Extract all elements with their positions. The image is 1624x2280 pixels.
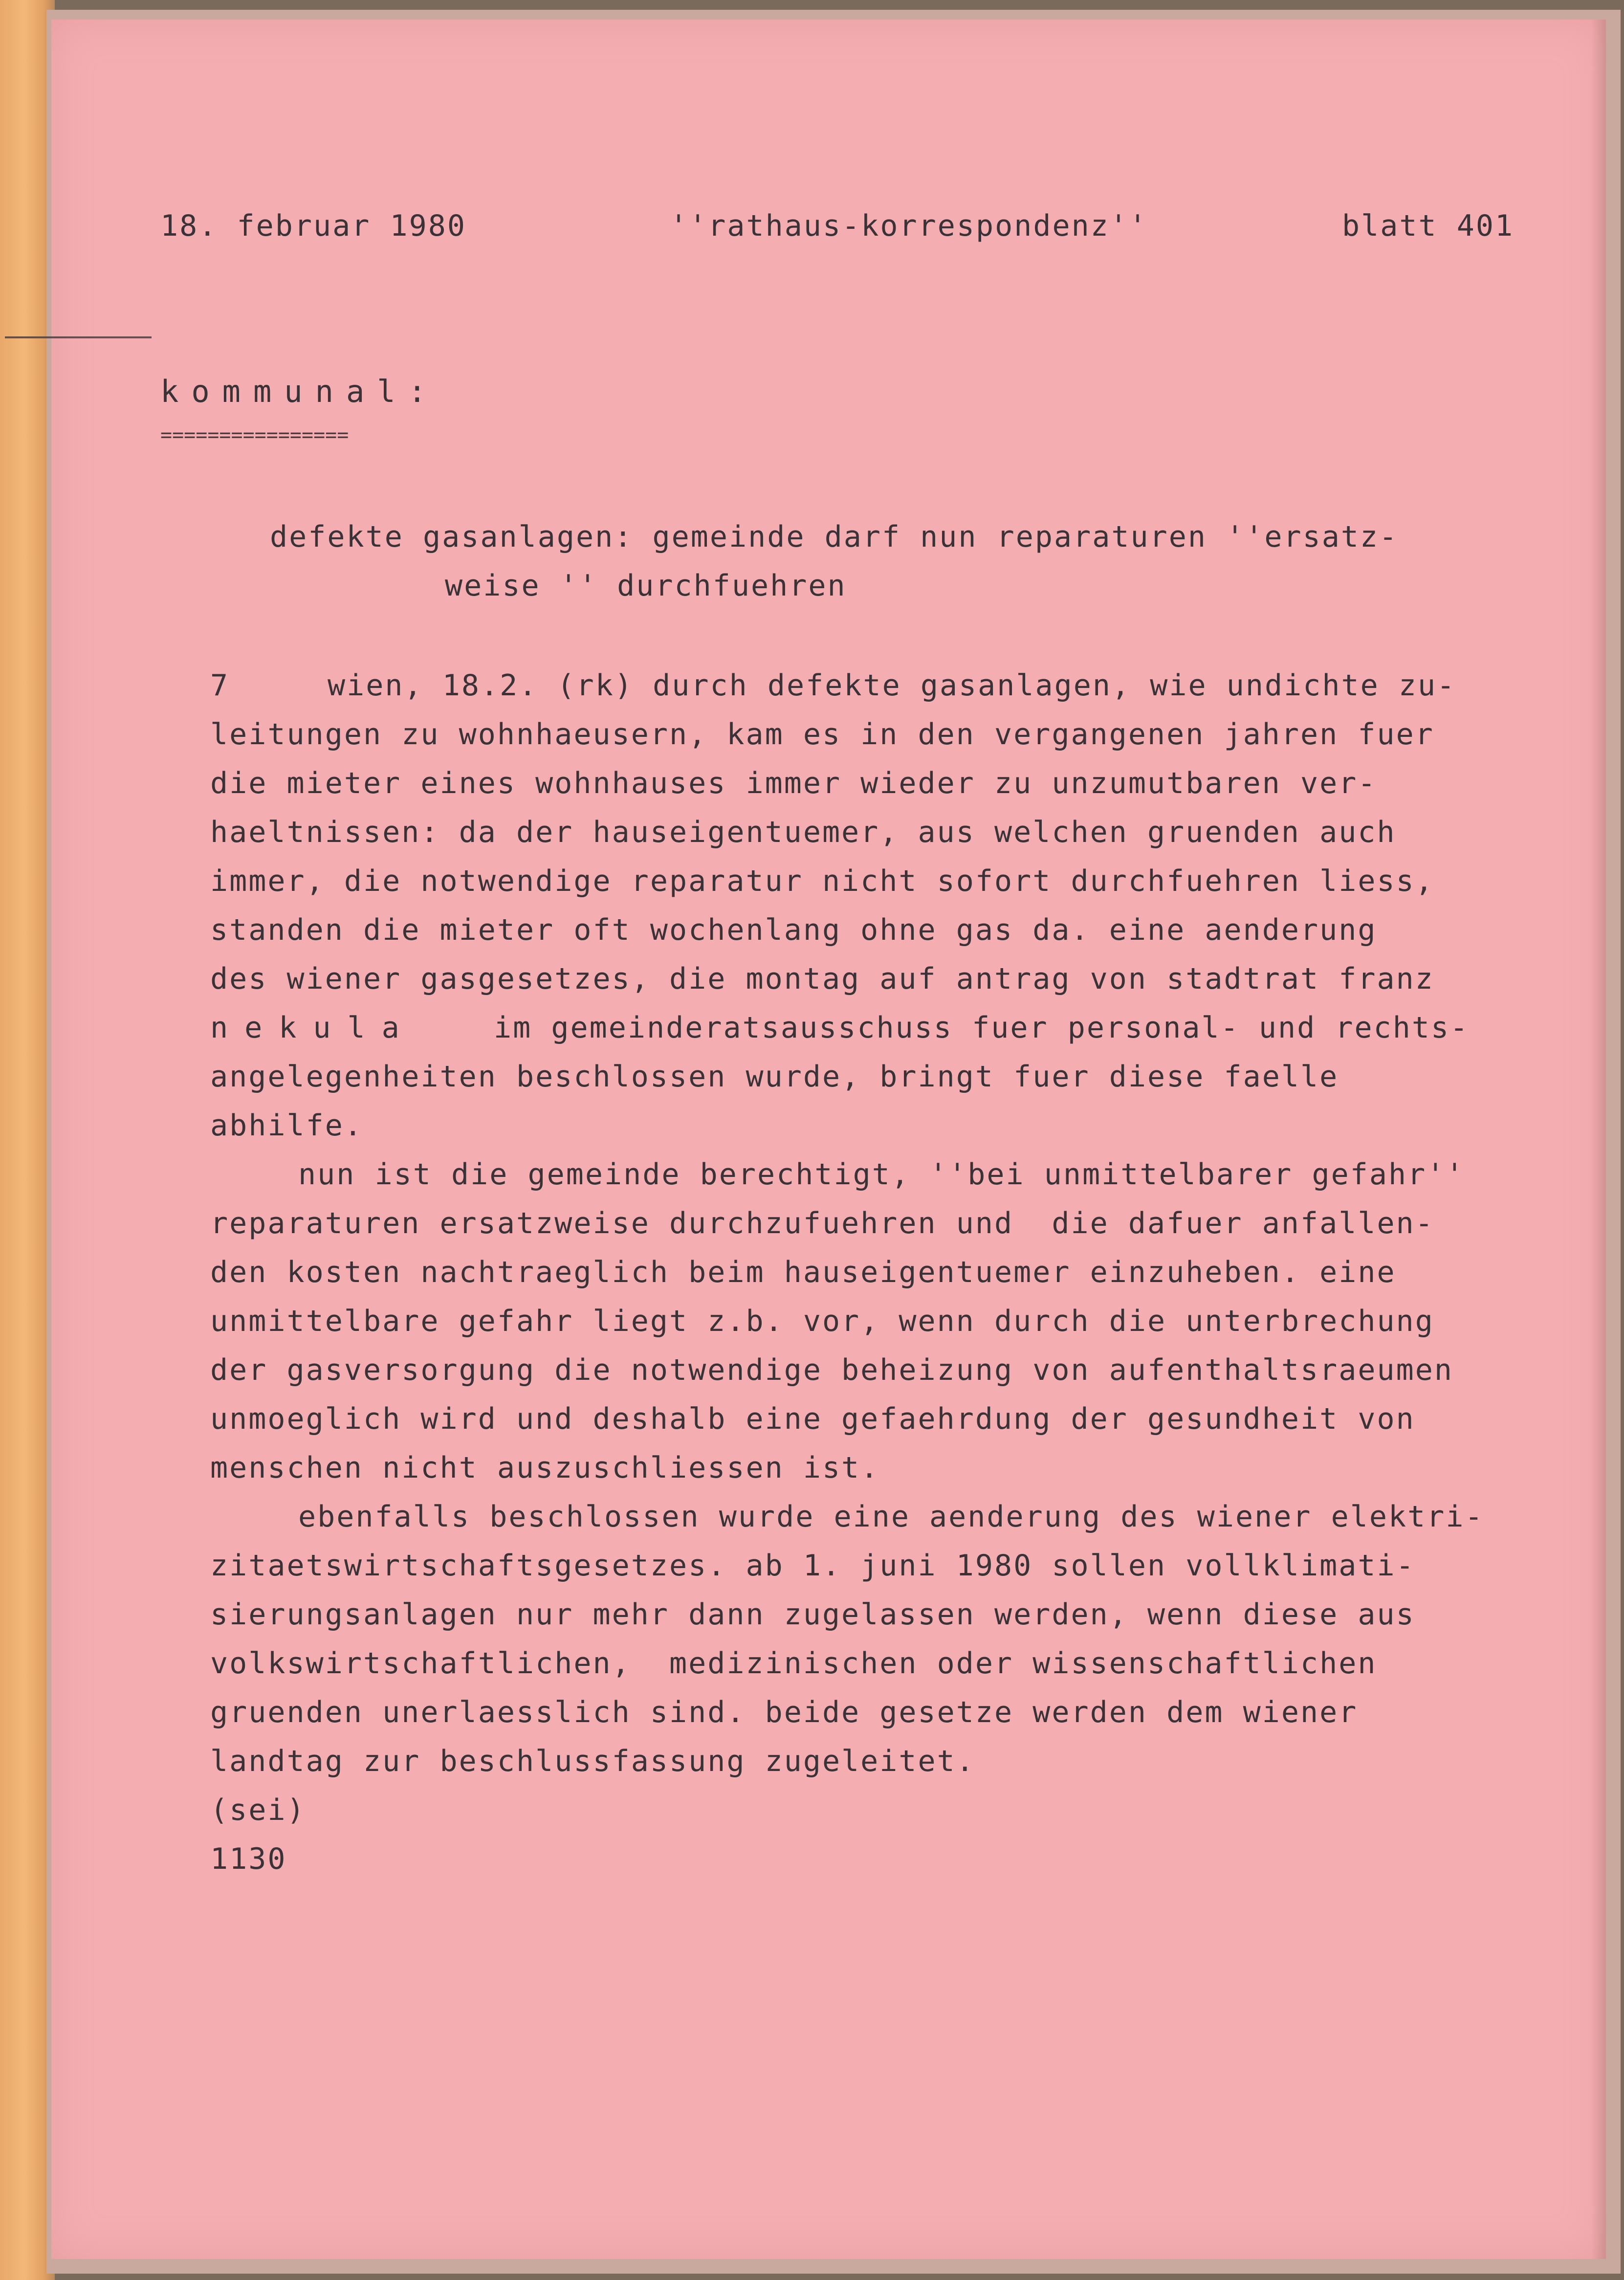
paragraph-2-line: unmoeglich wird und deshalb eine gefaehrdung der gesundheit von — [210, 1402, 1415, 1436]
paragraph-1-line: wien, 18.2. (rk) durch defekte gasanlagen, wie undichte zu- — [328, 668, 1456, 703]
paragraph-1-line: des wiener gasgesetzes, die montag auf antrag von stadtrat franz — [210, 962, 1434, 996]
paragraph-3-line: volkswirtschaftlichen, medizinischen oder wissenschaftlichen — [210, 1646, 1377, 1681]
paragraph-3-line: gruenden unerlaesslich sind. beide gesetze werden dem wiener — [210, 1695, 1358, 1729]
margin-rule — [5, 336, 152, 338]
article-number: 7 — [210, 668, 230, 703]
paragraph-2-line: den kosten nachtraeglich beim hauseigentuemer einzuheben. eine — [210, 1255, 1396, 1289]
paragraph-2-line: unmittelbare gefahr liegt z.b. vor, wenn durch die unterbrechung — [210, 1304, 1434, 1338]
time-stamp: 1130 — [210, 1842, 287, 1876]
section-title: kommunal: — [160, 374, 439, 409]
headline-line-2: weise '' durchfuehren — [445, 569, 847, 603]
paragraph-2-line: menschen nicht auszuschliessen ist. — [210, 1451, 880, 1485]
paragraph-1-line: haeltnissen: da der hauseigentuemer, aus welchen gruenden auch — [210, 815, 1396, 849]
paragraph-1-line: im gemeinderatsausschuss fuer personal- und rechts- — [494, 1011, 1470, 1045]
paragraph-1-line: die mieter eines wohnhauses immer wieder zu unzumutbaren ver- — [210, 766, 1377, 800]
author-signature: (sei) — [210, 1793, 306, 1827]
councillor-name: nekula — [210, 1011, 416, 1045]
paragraph-3-line: landtag zur beschlussfassung zugeleitet. — [210, 1744, 975, 1778]
section-underline: ================ — [160, 424, 349, 446]
paragraph-2-line: der gasversorgung die notwendige beheizung von aufenthaltsraeumen — [210, 1353, 1453, 1387]
header-date: 18. februar 1980 — [160, 209, 466, 243]
paragraph-1-line: immer, die notwendige reparatur nicht sofort durchfuehren liess, — [210, 864, 1434, 898]
header-publication: ''rathaus-korrespondenz'' — [670, 209, 1148, 243]
headline-line-1: defekte gasanlagen: gemeinde darf nun reparaturen ''ersatz- — [270, 520, 1399, 554]
paragraph-2-line: nun ist die gemeinde berechtigt, ''bei unmittelbarer gefahr'' — [298, 1157, 1465, 1192]
paragraph-3-line: sierungsanlagen nur mehr dann zugelassen werden, wenn diese aus — [210, 1597, 1415, 1632]
paragraph-1-line: abhilfe. — [210, 1108, 363, 1143]
paragraph-3-line: ebenfalls beschlossen wurde eine aenderung des wiener elektri- — [298, 1500, 1484, 1534]
paragraph-3-line: zitaetswirtschaftsgesetzes. ab 1. juni 1980 sollen vollklimati- — [210, 1549, 1415, 1583]
header-page-number: blatt 401 — [1342, 209, 1514, 243]
paragraph-2-line: reparaturen ersatzweise durchzufuehren und die dafuer anfallen- — [210, 1206, 1434, 1240]
paragraph-1-line: angelegenheiten beschlossen wurde, bringt fuer diese faelle — [210, 1060, 1339, 1094]
paragraph-1-line: standen die mieter oft wochenlang ohne gas da. eine aenderung — [210, 913, 1377, 947]
paragraph-1-line: leitungen zu wohnhaeusern, kam es in den vergangenen jahren fuer — [210, 717, 1434, 752]
